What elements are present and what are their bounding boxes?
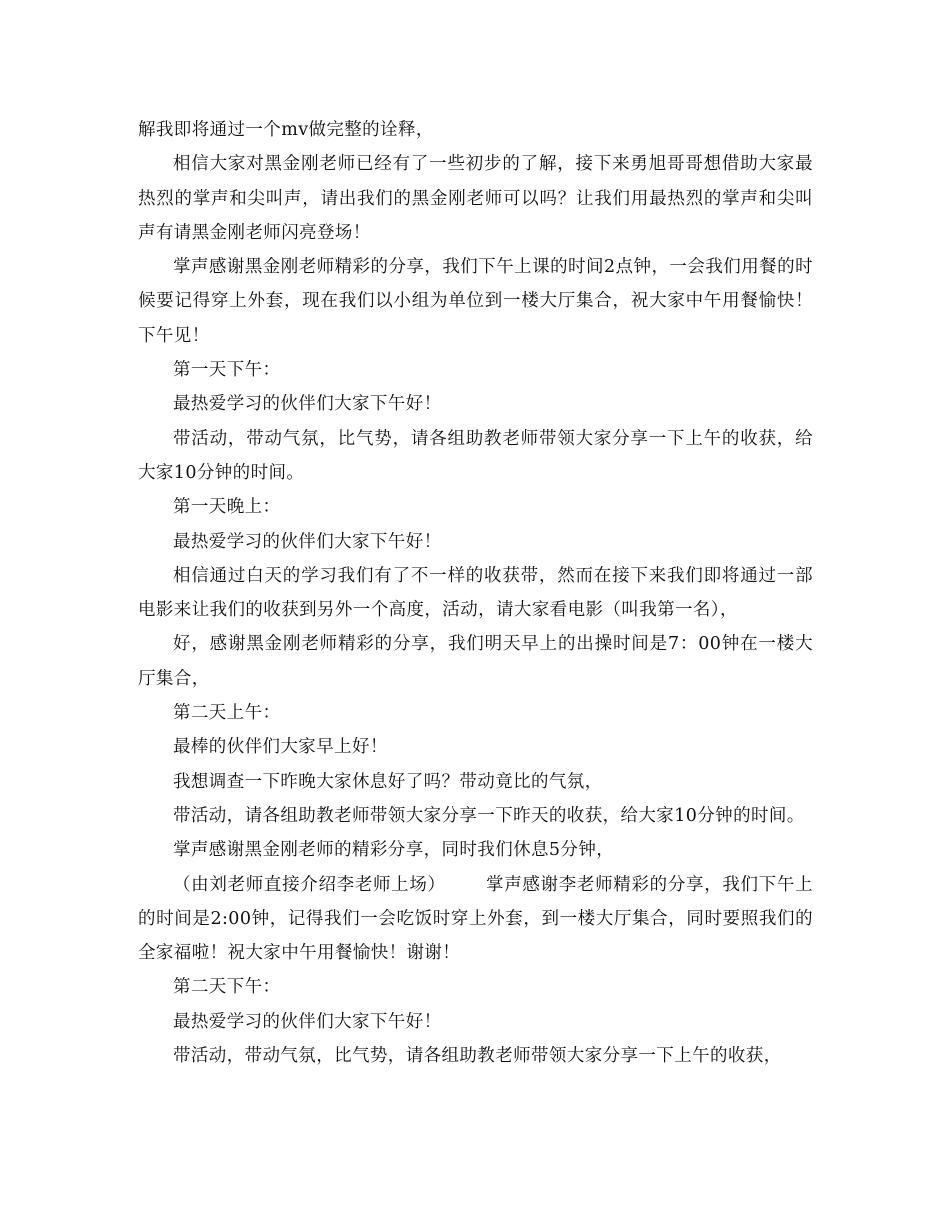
greeting-line: 最棒的伙伴们大家早上好！ [173, 737, 388, 758]
paragraph: 好，感谢黑金刚老师精彩的分享，我们明天早上的出操时间是7：00钟在一楼大厅集合， [138, 634, 813, 689]
greeting-line: 最热爱学习的伙伴们大家下午好！ [173, 394, 442, 415]
section-heading: 第一天下午： [173, 360, 281, 381]
paragraph: 相信大家对黑金刚老师已经有了一些初步的了解，接下来勇旭哥哥想借助大家最热烈的掌声和尖叫声，请出我们的黑金刚老师可以吗？让我们用最热烈的掌声和尖叫声有请黑金刚老师闪亮登场！ [138, 154, 813, 243]
paragraph: 解我即将通过一个mv做完整的诠释， [138, 120, 434, 140]
section-heading: 第一天晚上： [173, 497, 281, 518]
stage-note: （由刘老师直接介绍李老师上场） [173, 874, 446, 895]
paragraph: 带活动，请各组助教老师带领大家分享一下昨天的收获，给大家10分钟的时间。 [173, 805, 805, 826]
section-heading: 第二天上午： [173, 703, 281, 724]
paragraph: 掌声感谢黑金刚老师的精彩分享，同时我们休息5分钟， [173, 840, 615, 861]
paragraph: 相信通过白天的学习我们有了不一样的收获带，然而在接下来我们即将通过一部电影来让我们的收获到另外一个高度，活动，请大家看电影（叫我第一名）， [138, 565, 813, 621]
paragraph: 带活动，带动气氛，比气势，请各组助教老师带领大家分享一下上午的收获， [173, 1046, 782, 1067]
paragraph: 掌声感谢黑金刚老师精彩的分享，我们下午上课的时间2点钟，一会我们用餐的时候要记得穿上外套，现在我们以小组为单位到一楼大厅集合，祝大家中午用餐愉快！下午见！ [138, 257, 813, 346]
paragraph: 我想调查一下昨晚大家休息好了吗？带动竟比的气氛， [173, 771, 603, 792]
greeting-line: 最热爱学习的伙伴们大家下午好！ [173, 1011, 442, 1032]
paragraph-text: 掌声感谢李老师精彩的分享，我们下午上的时间是2:00钟，记得我们一会吃饭时穿上外套，到一楼大厅集合，同时要照我们的全家福啦！祝大家中午用餐愉快！谢谢！ [138, 874, 814, 964]
paragraph: 带活动，带动气氛，比气势，请各组助教老师带领大家分享一下上午的收获，给大家10分钟的时间。 [138, 428, 813, 483]
section-heading: 第二天下午： [173, 977, 281, 998]
paragraph [138, 868, 813, 971]
greeting-line: 最热爱学习的伙伴们大家下午好！ [173, 531, 442, 552]
document-body [138, 113, 813, 1073]
